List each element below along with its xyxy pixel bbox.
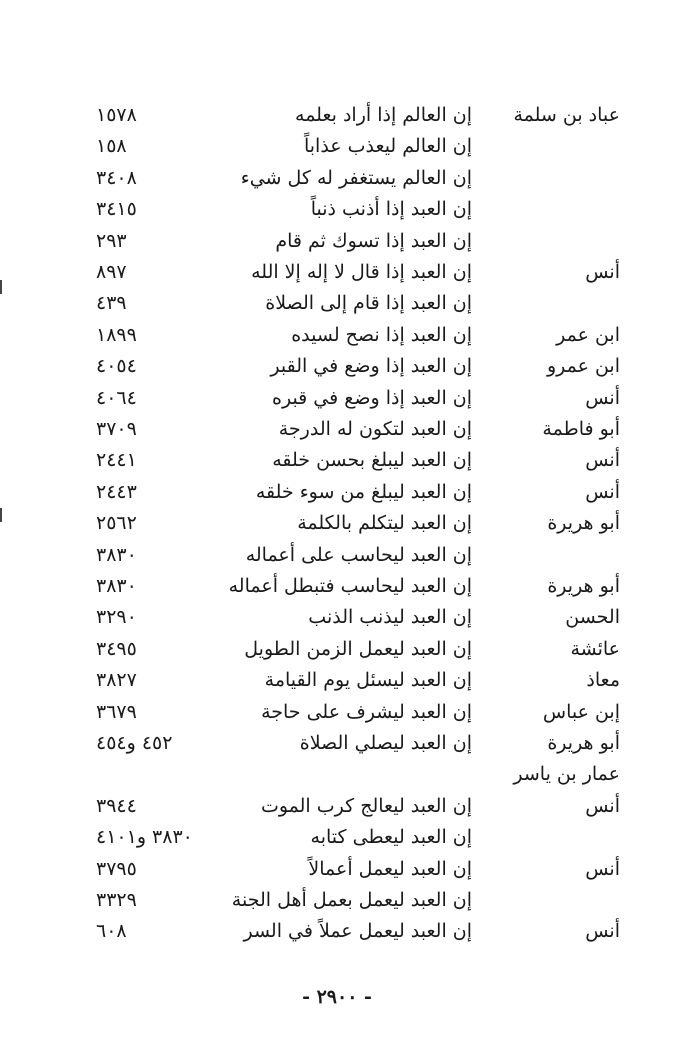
narrator-name: ابن عمرو	[546, 355, 620, 378]
hadith-number-cell	[96, 383, 208, 414]
hadith-number: ١٨٩٩	[96, 323, 137, 346]
hadith-number-cell	[96, 194, 208, 225]
hadith-text: إن العبد ليبلغ بحسن خلقه	[272, 449, 472, 472]
narrator-name: أنس	[585, 857, 620, 880]
hadith-number: ٢٤٤١	[96, 449, 137, 472]
index-row	[0, 351, 674, 382]
index-row	[0, 540, 674, 571]
index-row	[0, 508, 674, 539]
hadith-number-cell	[96, 131, 208, 162]
hadith-number-cell	[96, 854, 208, 885]
index-row	[0, 414, 674, 445]
hadith-number-cell	[96, 100, 208, 131]
index-row	[0, 822, 674, 853]
hadith-text: إن العبد إذا نصح لسيده	[291, 323, 472, 346]
hadith-number-cell	[96, 697, 208, 728]
hadith-number: ١٥٧٨	[96, 104, 137, 126]
hadith-text: إن العبد إذا قال لا إله إلا الله	[251, 261, 472, 283]
hadith-number: ٣٤١٥	[96, 198, 137, 221]
hadith-number: ٣٨٣٠	[96, 543, 137, 566]
narrator-name: معاذ	[586, 669, 620, 692]
hadith-number: ٦٠٨	[96, 920, 127, 943]
index-row	[0, 602, 674, 633]
hadith-text: إن العالم ليعذب عذاباً	[303, 135, 472, 158]
hadith-text: إن العبد ليحاسب فتبطل أعماله	[228, 575, 472, 597]
narrator-name: أبو فاطمة	[542, 418, 620, 440]
hadith-number: ٣٣٢٩	[96, 889, 137, 911]
index-row	[0, 885, 674, 916]
hadith-text: إن العبد ليعمل عملاً في السر	[243, 920, 472, 943]
hadith-text: إن العبد إذا وضع في القبر	[270, 355, 472, 378]
index-row	[0, 226, 674, 257]
hadith-number-cell	[96, 602, 208, 633]
hadith-number-cell	[96, 477, 208, 508]
narrator-name: ابن عمر	[556, 323, 620, 346]
index-row	[0, 100, 674, 131]
hadith-number: ٣٧٩٥	[96, 857, 137, 880]
hadith-number-cell	[96, 791, 208, 822]
hadith-number: ٤٠٥٤	[96, 355, 137, 378]
narrator-name: أبو هريرة	[547, 732, 620, 754]
hadith-number: ٣٤٩٥	[96, 637, 137, 660]
hadith-text: إن العالم يستغفر له كل شيء	[240, 166, 472, 189]
index-row	[0, 445, 674, 476]
hadith-number: ٣٤٠٨	[96, 166, 137, 189]
index-row	[0, 697, 674, 728]
hadith-number-cell	[96, 508, 208, 539]
narrator-name: عائشة	[570, 637, 620, 660]
hadith-number-cell	[96, 822, 208, 853]
narrator-name: عباد بن سلمة	[513, 104, 620, 126]
narrator-name: أبو هريرة	[547, 575, 620, 597]
hadith-text: إن العبد ليعمل بعمل أهل الجنة	[231, 889, 472, 911]
hadith-number-cell	[96, 916, 208, 947]
index-row	[0, 665, 674, 696]
hadith-text: إن العبد ليعالج كرب الموت	[260, 794, 472, 817]
hadith-number: ٣٩٤٤	[96, 794, 137, 817]
hadith-number-cell	[96, 257, 208, 288]
hadith-text: إن العبد إذا تسوك ثم قام	[275, 229, 472, 252]
hadith-number-cell	[96, 414, 208, 445]
page-number: - ٢٩٠٠ -	[302, 986, 372, 1008]
hadith-number-cell	[96, 885, 208, 916]
hadith-text: إن العبد ليعطى كتابه	[310, 826, 472, 849]
index-row	[0, 194, 674, 225]
hadith-text: إن العبد ليعمل أعمالاً	[308, 857, 472, 880]
hadith-number-cell	[96, 634, 208, 665]
hadith-number: ٤٠٦٤	[96, 386, 137, 409]
hadith-number-cell	[96, 351, 208, 382]
hadith-number: ٢٤٤٣	[96, 480, 137, 503]
hadith-text: إن العبد ليحاسب على أعماله	[245, 543, 472, 566]
hadith-text: إن العبد ليشرف على حاجة	[261, 700, 472, 723]
hadith-text: إن العبد إذا أذنب ذنباً	[310, 198, 472, 221]
hadith-number: ١٥٨	[96, 135, 127, 158]
hadith-number: ٣٨٣٠ و٤١٠١	[96, 826, 193, 849]
hadith-number: ٤٣٩	[96, 292, 127, 315]
page-edge-mark-top	[0, 280, 2, 294]
narrator-name: أنس	[585, 386, 620, 409]
index-row	[0, 854, 674, 885]
narrator-name: عمار بن ياسر	[513, 763, 620, 786]
narrator-name: أنس	[585, 449, 620, 472]
index-row	[0, 791, 674, 822]
hadith-number: ٣٨٣٠	[96, 575, 137, 597]
hadith-number: ٨٩٧	[96, 261, 127, 283]
hadith-number: ٢٩٣	[96, 229, 127, 252]
index-row	[0, 759, 674, 790]
hadith-number: ٣٨٢٧	[96, 669, 137, 692]
hadith-number-cell	[96, 226, 208, 257]
hadith-number-cell	[96, 665, 208, 696]
index-row	[0, 163, 674, 194]
hadith-text: إن العبد إذا قام إلى الصلاة	[265, 292, 472, 315]
index-row	[0, 916, 674, 947]
narrator-name: أبو هريرة	[547, 512, 620, 535]
index-row	[0, 288, 674, 319]
narrator-name: إبن عباس	[542, 700, 620, 723]
narrator-name: أنس	[585, 794, 620, 817]
hadith-text: إن العبد ليبلغ من سوء خلقه	[255, 480, 472, 503]
hadith-number-cell	[96, 445, 208, 476]
index-row	[0, 728, 674, 759]
hadith-number: ٢٥٦٢	[96, 512, 137, 535]
index-row	[0, 131, 674, 162]
hadith-text: إن العبد ليتكلم بالكلمة	[297, 512, 472, 535]
index-row	[0, 383, 674, 414]
hadith-number-cell	[96, 571, 208, 602]
page-edge-mark-bottom	[0, 508, 2, 522]
narrator-name: أنس	[585, 480, 620, 503]
hadith-text: إن العبد ليسئل يوم القيامة	[264, 669, 472, 692]
narrator-name: أنس	[585, 920, 620, 943]
index-row	[0, 477, 674, 508]
hadith-number: ٤٥٢ و٤٥٤	[96, 732, 173, 754]
hadith-text: إن العبد لتكون له الدرجة	[278, 418, 472, 440]
index-row	[0, 257, 674, 288]
hadith-number-cell	[96, 288, 208, 319]
index-row	[0, 571, 674, 602]
hadith-text: إن العالم إذا أراد بعلمه	[295, 104, 472, 126]
hadith-number-cell	[96, 728, 208, 759]
hadith-text: إن العبد ليذنب الذنب	[308, 606, 472, 629]
hadith-number: ٣٧٠٩	[96, 418, 137, 440]
narrator-name: الحسن	[565, 606, 620, 629]
index-row	[0, 320, 674, 351]
hadith-text: إن العبد ليعمل الزمن الطويل	[244, 637, 472, 660]
hadith-number-cell	[96, 320, 208, 351]
hadith-number-cell	[96, 759, 208, 790]
hadith-number: ٣٦٧٩	[96, 700, 137, 723]
hadith-text: إن العبد ليصلي الصلاة	[299, 732, 472, 754]
hadith-number: ٣٢٩٠	[96, 606, 137, 629]
narrator-name: أنس	[585, 261, 620, 283]
hadith-number-cell	[96, 540, 208, 571]
hadith-number-cell	[96, 163, 208, 194]
hadith-text: إن العبد إذا وضع في قبره	[272, 386, 472, 409]
index-row	[0, 634, 674, 665]
